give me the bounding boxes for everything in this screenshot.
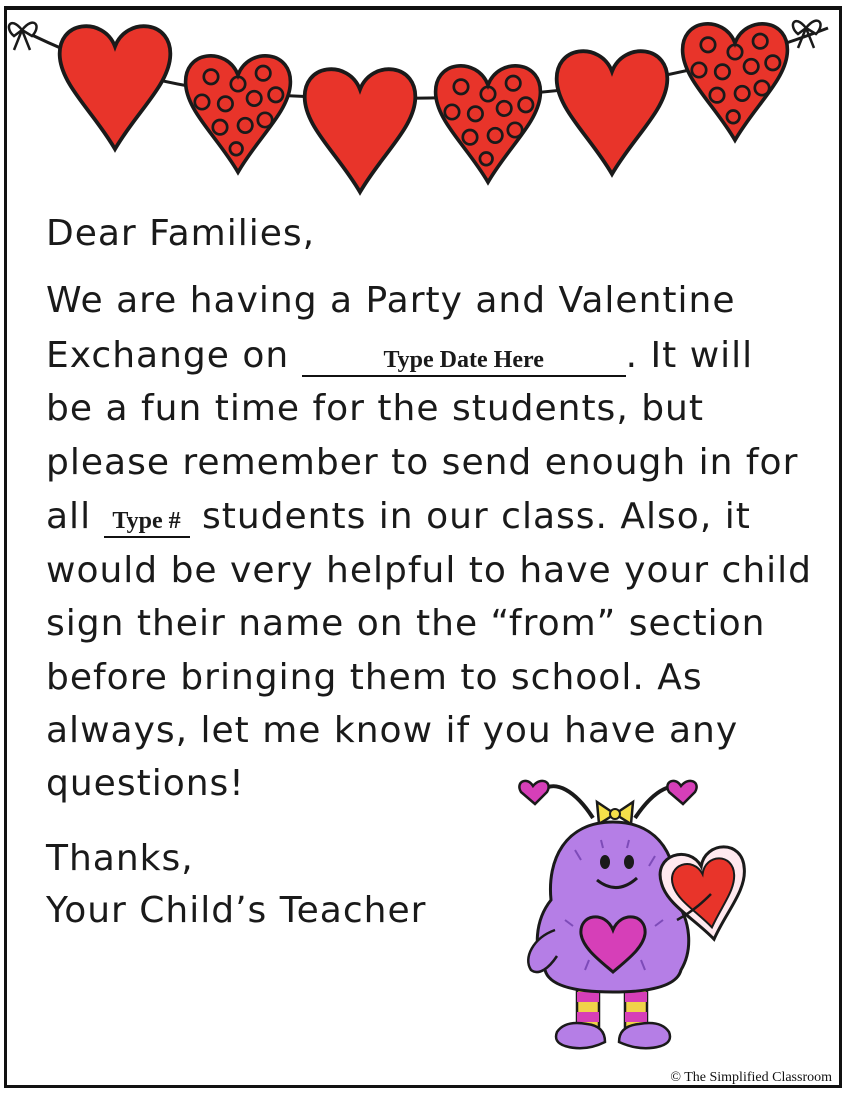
body-line-2 xyxy=(46,335,753,377)
body-line-5-start: all xyxy=(46,496,92,537)
body-line-6: would be very helpful to have your child xyxy=(46,550,812,591)
date-field[interactable]: Type Date Here xyxy=(302,345,626,377)
bow-right-icon xyxy=(793,21,821,48)
signature: Your Child’s Teacher xyxy=(46,890,427,931)
bow-left-icon xyxy=(9,23,37,50)
body-line-10: questions! xyxy=(46,763,245,804)
copyright-notice: © The Simplified Classroom xyxy=(670,1070,832,1085)
body-line-3: be a fun time for the students, but xyxy=(46,388,704,429)
heart-icon xyxy=(60,26,171,149)
body-line-9: always, let me know if you have any xyxy=(46,710,739,751)
body-line-7: sign their name on the “from” section xyxy=(46,603,766,644)
heart-garland xyxy=(0,0,850,200)
body-line-2-end: . It will xyxy=(625,335,754,376)
body-line-5 xyxy=(46,496,751,538)
heart-icon xyxy=(305,69,416,192)
heart-icon xyxy=(557,51,668,174)
student-count-field[interactable]: Type # xyxy=(104,506,190,538)
polka-heart-icon xyxy=(186,56,291,172)
greeting: Dear Families, xyxy=(46,213,316,254)
body-line-5-end: students in our class. Also, it xyxy=(201,496,751,537)
body-line-1: We are having a Party and Valentine xyxy=(46,280,736,321)
polka-heart-icon xyxy=(436,66,541,182)
body-line-8: before bringing them to school. As xyxy=(46,657,703,698)
valentine-monster-icon xyxy=(505,770,770,1070)
body-line-4: please remember to send enough in for xyxy=(46,442,799,483)
polka-heart-icon xyxy=(683,24,788,140)
body-line-2-start: Exchange on xyxy=(46,335,290,376)
closing: Thanks, xyxy=(46,838,194,879)
